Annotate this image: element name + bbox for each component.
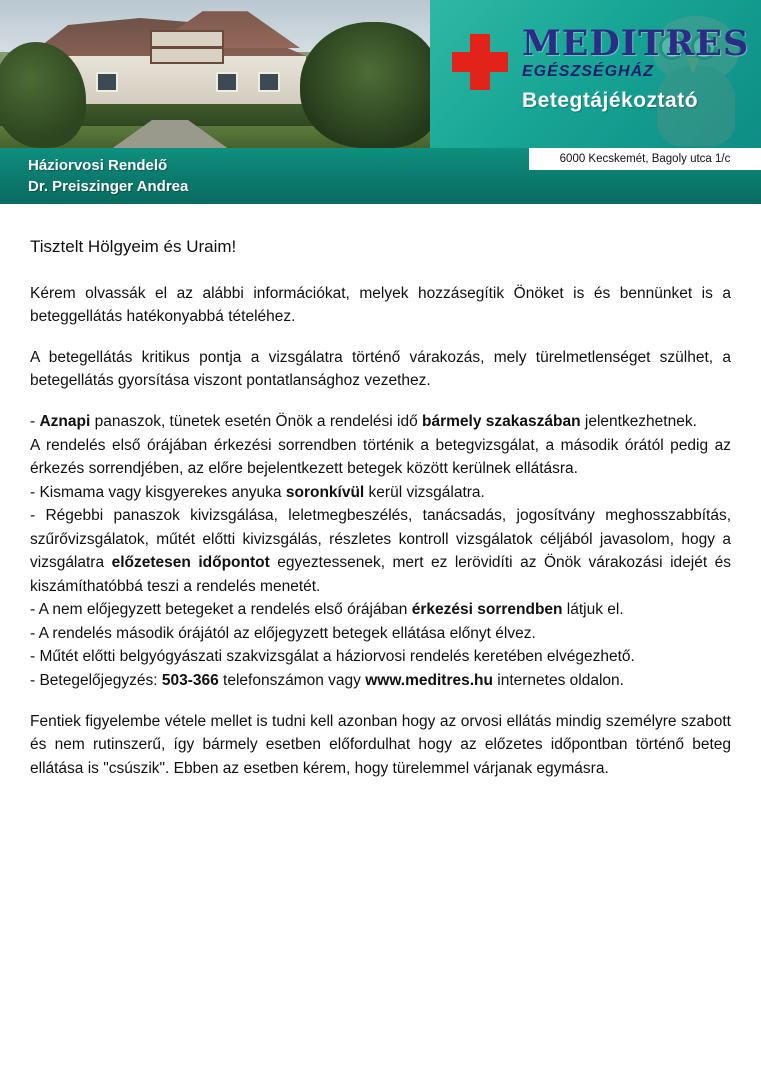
item-order-of-arrival: A rendelés első órájában érkezési sorrendben történik a betegvizsgálat, a második órától pedig az érkezés sorrendjében, az előre bejelentkezett betegek között kerülnek ellátásra. [30, 436, 731, 478]
brand-panel [430, 0, 761, 148]
practice-identity [28, 155, 188, 197]
photo-timber-frame [150, 30, 224, 64]
item-second-hour-priority: - A rendelés második órájától az előjegyzett betegek ellátása előnyt élvez. [30, 624, 536, 642]
photo-window [258, 72, 280, 92]
clinic-building-photo [0, 0, 430, 148]
item-non-booked-patients: - A nem előjegyzett betegeket a rendelés első órájában érkezési sorrendben látjuk el. [30, 601, 624, 619]
item-booking-contact: - Betegelőjegyzés: 503-366 telefonszámon vagy www.meditres.hu internetes oldalon. [30, 672, 624, 690]
document-body [0, 204, 761, 780]
doctor-name: Dr. Preiszinger Andrea [28, 178, 189, 195]
item-same-day: - Aznapi panaszok, tünetek esetén Önök a rendelési idő bármely szakaszában jelentkezhetnek. [30, 413, 697, 431]
photo-bush-right [300, 22, 430, 148]
brand-subtitle: EGÉSZSÉGHÁZ [522, 63, 654, 80]
address-label: 6000 Kecskemét, Bagoly utca 1/c [529, 148, 761, 170]
red-cross-icon [452, 34, 508, 90]
closing-paragraph: Fentiek figyelembe vétele mellet is tudni kell azonban hogy az orvosi ellátás mindig személyre szabott és nem rutinszerű, így bármely esetben előfordulhat hogy az előzetes időpontban történő beteg ellátása is "csúszik". Ebben az esetben kérem, hogy türelemmel várjanak egymásra. [30, 712, 731, 777]
photo-window [216, 72, 238, 92]
item-mothers-priority: - Kismama vagy kisgyerekes anyuka soronkívül kerül vizsgálatra. [30, 483, 485, 501]
item-preop-examination: - Műtét előtti belgyógyászati szakvizsgálat a háziorvosi rendelés keretében elvégezhető. [30, 648, 635, 666]
practice-name: Háziorvosi Rendelő [28, 157, 168, 174]
intro-paragraph: Kérem olvassák el az alábbi információkat, melyek hozzásegítik Önöket is és bennünket is a beteggellátás hatékonyabbá tételéhez. [30, 284, 731, 326]
brand-name: MEDITRES [522, 23, 750, 64]
practice-bar [0, 148, 761, 204]
photo-window [96, 72, 118, 92]
page-header-banner [0, 0, 761, 148]
item-appointment-recommended: - Régebbi panaszok kivizsgálása, leletmegbeszélés, tanácsadás, jogosítvány meghosszabbítás, szűrővizsgálatok, műtét előtti kivizsgálás, részletes kontroll vizsgálatok céljából javasolom, hogy a vizsgálatra előzetesen időpontot egyeztessenek, mert ez lerövidíti az Önök várakozási idejét és kiszámíthatóbbá teszi a rendelés menetét. [30, 507, 732, 595]
brand-tagline: Betegtájékoztató [522, 89, 699, 112]
salutation: Tisztelt Hölgyeim és Uraim! [30, 237, 237, 256]
list-item [30, 410, 731, 693]
brand-lockup [522, 23, 752, 113]
waiting-paragraph: A betegellátás kritikus pontja a vizsgálatra történő várakozás, mely türelmetlenséget szülhet, a betegellátás gyorsítása viszont pontatlansághoz vezethez. [30, 348, 731, 390]
